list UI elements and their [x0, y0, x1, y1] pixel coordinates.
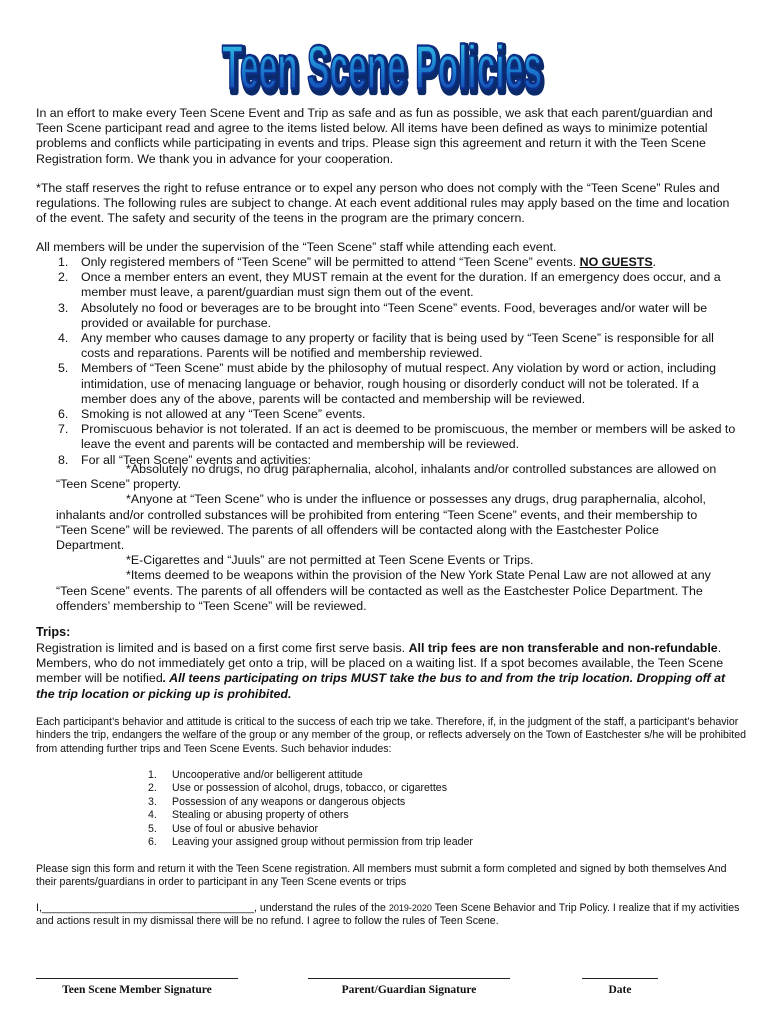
member-signature-line[interactable]: [36, 978, 238, 980]
behavior-item: [144, 769, 473, 782]
behavior-text: Stealing or abusing property of others: [172, 809, 349, 822]
behavior-number: 3.: [148, 795, 157, 808]
rule-number: 2.: [58, 270, 69, 285]
parent-signature-label: Parent/Guardian Signature: [341, 984, 477, 996]
rule-number: 3.: [58, 300, 69, 315]
behavior-text: Use of foul or abusive behavior: [172, 822, 319, 835]
rule-item: [36, 301, 736, 331]
sub-rule-line: “Teen Scene” will be reviewed. The parents of all offenders will be contacted along with the Eastchester Police: [56, 522, 659, 537]
behavior-intro: Each participant’s behavior and attitude is critical to the success of each trip we take. Therefore, if, in the judgment of the staff, a participant’s behavior hinders the trip, endangers the welfare of the group or any member of the group, or reflects adversely on the Town of Eastchester s/he will be prohibited from attending further trips and Teen Scene Events. Such behavior indudes:: [36, 716, 746, 755]
rule-item: [36, 361, 736, 407]
rule-item: [36, 255, 736, 270]
rules-lead: All members will be under the supervision of the “Teen Scene” staff while attending each event.: [36, 240, 557, 254]
behavior-item: [144, 809, 473, 822]
behavior-text: Leaving your assigned group without permission from trip leader: [172, 836, 473, 849]
behavior-number: 1.: [148, 769, 157, 781]
behavior-item: [144, 823, 473, 836]
rule-text: Promiscuous behavior is not tolerated. If an act is deemed to be promiscuous, the member or members will be asked to leave the event and parents will be contacted and membership will be reviewed.: [81, 422, 736, 452]
rule-number: 8.: [58, 452, 69, 467]
rule-text: Smoking is not allowed at any “Teen Scene” events.: [81, 407, 366, 422]
sub-rule-line: offenders’ membership to “Teen Scene” will be reviewed.: [56, 598, 367, 613]
rule-number: 5.: [58, 361, 69, 376]
title-text: Teen Scene Policies: [221, 32, 542, 103]
behavior-item: [144, 836, 473, 849]
trips-waitlist-text: Members, who do not immediately get onto a trip, will be placed on a waiting list. If a spot becomes available, the Teen Scene member will be notified: [36, 656, 724, 686]
trips-text: Registration is limited and is based on a first come first serve basis.: [36, 641, 409, 655]
behavior-text: Use or possession of alcohol, drugs, tobacco, or cigarettes: [172, 782, 447, 795]
sub-rule-line: inhalants and/or controlled substances will be prohibited from entering “Teen Scene” events, and their membership to: [56, 507, 698, 522]
date-label: Date: [608, 984, 632, 996]
behavior-number: 5.: [148, 822, 157, 835]
behavior-number: 2.: [148, 782, 157, 795]
title-shadow-text: Teen Scene Policies: [223, 35, 544, 104]
rule-text: Members of “Teen Scene” must abide by the philosophy of mutual respect. Any violation by word or action, including intimidation, use of menacing language or behavior, rough housing or disorderly conduct will not be tolerated. If a member does any of the above, parents will be contacted and membership will be reviewed.: [81, 361, 717, 406]
parent-signature-line[interactable]: [308, 978, 510, 980]
sub-rule-line: “Teen Scene” events. The parents of all offenders will be contacted as well as the Eastchester Police Department. The: [56, 583, 703, 598]
rule-item: [36, 270, 736, 300]
rule-item: [36, 331, 736, 361]
agreement-year: 2019-2020: [388, 903, 432, 913]
page-title: [214, 14, 550, 104]
agreement-statement: [36, 902, 746, 929]
rule-text-end: .: [652, 255, 657, 269]
rule-item: [36, 422, 736, 452]
rule-text: Any member who causes damage to any property or facility that is being used by “Teen Scene” is responsible for all costs and reparations. Parents will be notified and membership reviewed.: [81, 331, 714, 361]
behavior-list: [144, 769, 473, 849]
no-guests-emphasis: NO GUESTS: [579, 255, 653, 269]
sub-rule-line: *Items deemed to be weapons within the provision of the New York State Penal Law are not allowed at any: [126, 568, 711, 583]
behavior-text: Possession of any weapons or dangerous objects: [172, 795, 406, 808]
trips-heading: Trips:: [36, 625, 71, 639]
rules-list: [36, 255, 736, 468]
rule-number: 4.: [58, 331, 69, 346]
intro-paragraph: In an effort to make every Teen Scene Event and Trip as safe and as fun as possible, we ask that each parent/guardian and Teen Scene participant read and agree to the items listed below. All items have been defined as ways to minimize potential problems and conflicts while participating in events and trips. Please sign this agreement and return it with the Teen Scene Registration form. We thank you in advance for your cooperation.: [36, 106, 713, 166]
rule-text: For all “Teen Scene” events and activities:: [81, 452, 312, 467]
rule-text: Only registered members of “Teen Scene” will be permitted to attend “Teen Scene” events.: [81, 255, 580, 269]
behavior-number: 4.: [148, 809, 157, 822]
rule-text: Once a member enters an event, they MUST remain at the event for the duration. If an emergency does occur, and a member must leave, a parent/guardian must sign them out of the event.: [81, 270, 721, 300]
sub-rule-line: Department.: [56, 538, 125, 553]
sub-rule-line: *Absolutely no drugs, no drug paraphernalia, alcohol, inhalants and/or controlled substances are allowed on: [126, 462, 717, 476]
rule-number: 7.: [58, 422, 69, 437]
sub-rule-line: *Anyone at “Teen Scene” who is under the influence or possesses any drugs, drug paraphernalia, alcohol,: [126, 492, 706, 507]
rule-number: 6.: [58, 407, 69, 422]
behavior-item: [144, 782, 473, 795]
member-signature-label: Teen Scene Member Signature: [62, 984, 212, 996]
trips-text-end: .: [717, 641, 722, 655]
rule-text: Absolutely no food or beverages are to be brought into “Teen Scene” events. Food, beverages and/or water will be provided or available for purchase.: [81, 300, 708, 330]
sub-rules: [36, 462, 736, 614]
trips-paragraph: [36, 641, 741, 702]
trips-bus-bold: . All teens participating on trips MUST take the bus to and from the trip location. Dropping off at the trip location or picking up is prohibited.: [36, 671, 726, 701]
sub-rule-line: *E-Cigarettes and “Juuls” are not permitted at Teen Scene Events or Trips.: [126, 553, 534, 568]
title-wordart: [214, 14, 550, 104]
date-line[interactable]: [582, 978, 658, 980]
rule-number: 1.: [58, 255, 69, 269]
rule-item: [36, 407, 736, 422]
behavior-item: [144, 796, 473, 809]
sign-instructions: Please sign this form and return it with the Teen Scene registration. All members must submit a form completed and signed by both themselves And their parents/guardians in order to participant in any Teen Scene events or trips: [36, 863, 727, 889]
behavior-text: Uncooperative and/or belligerent attitude: [172, 769, 363, 781]
behavior-number: 6.: [148, 836, 157, 849]
agreement-name-blank: I,____________________________________, understand the rules of the: [36, 902, 389, 914]
staff-note-paragraph: *The staff reserves the right to refuse entrance or to expel any person who does not comply with the “Teen Scene” Rules and regulations. The following rules are subject to change. At each event additional rules may apply based on the time and location of the event. The safety and security of the teens in the program are the primary concern.: [36, 181, 730, 226]
agreement-text: Teen Scene Behavior and Trip Policy. I realize that if my activities and actions result in my dismissal there will be no refund. I agree to follow the rules of Teen Scene.: [36, 902, 740, 928]
trips-fees-bold: All trip fees are non transferable and non-refundable: [408, 641, 718, 655]
sub-rule-line: “Teen Scene” property.: [56, 477, 182, 492]
